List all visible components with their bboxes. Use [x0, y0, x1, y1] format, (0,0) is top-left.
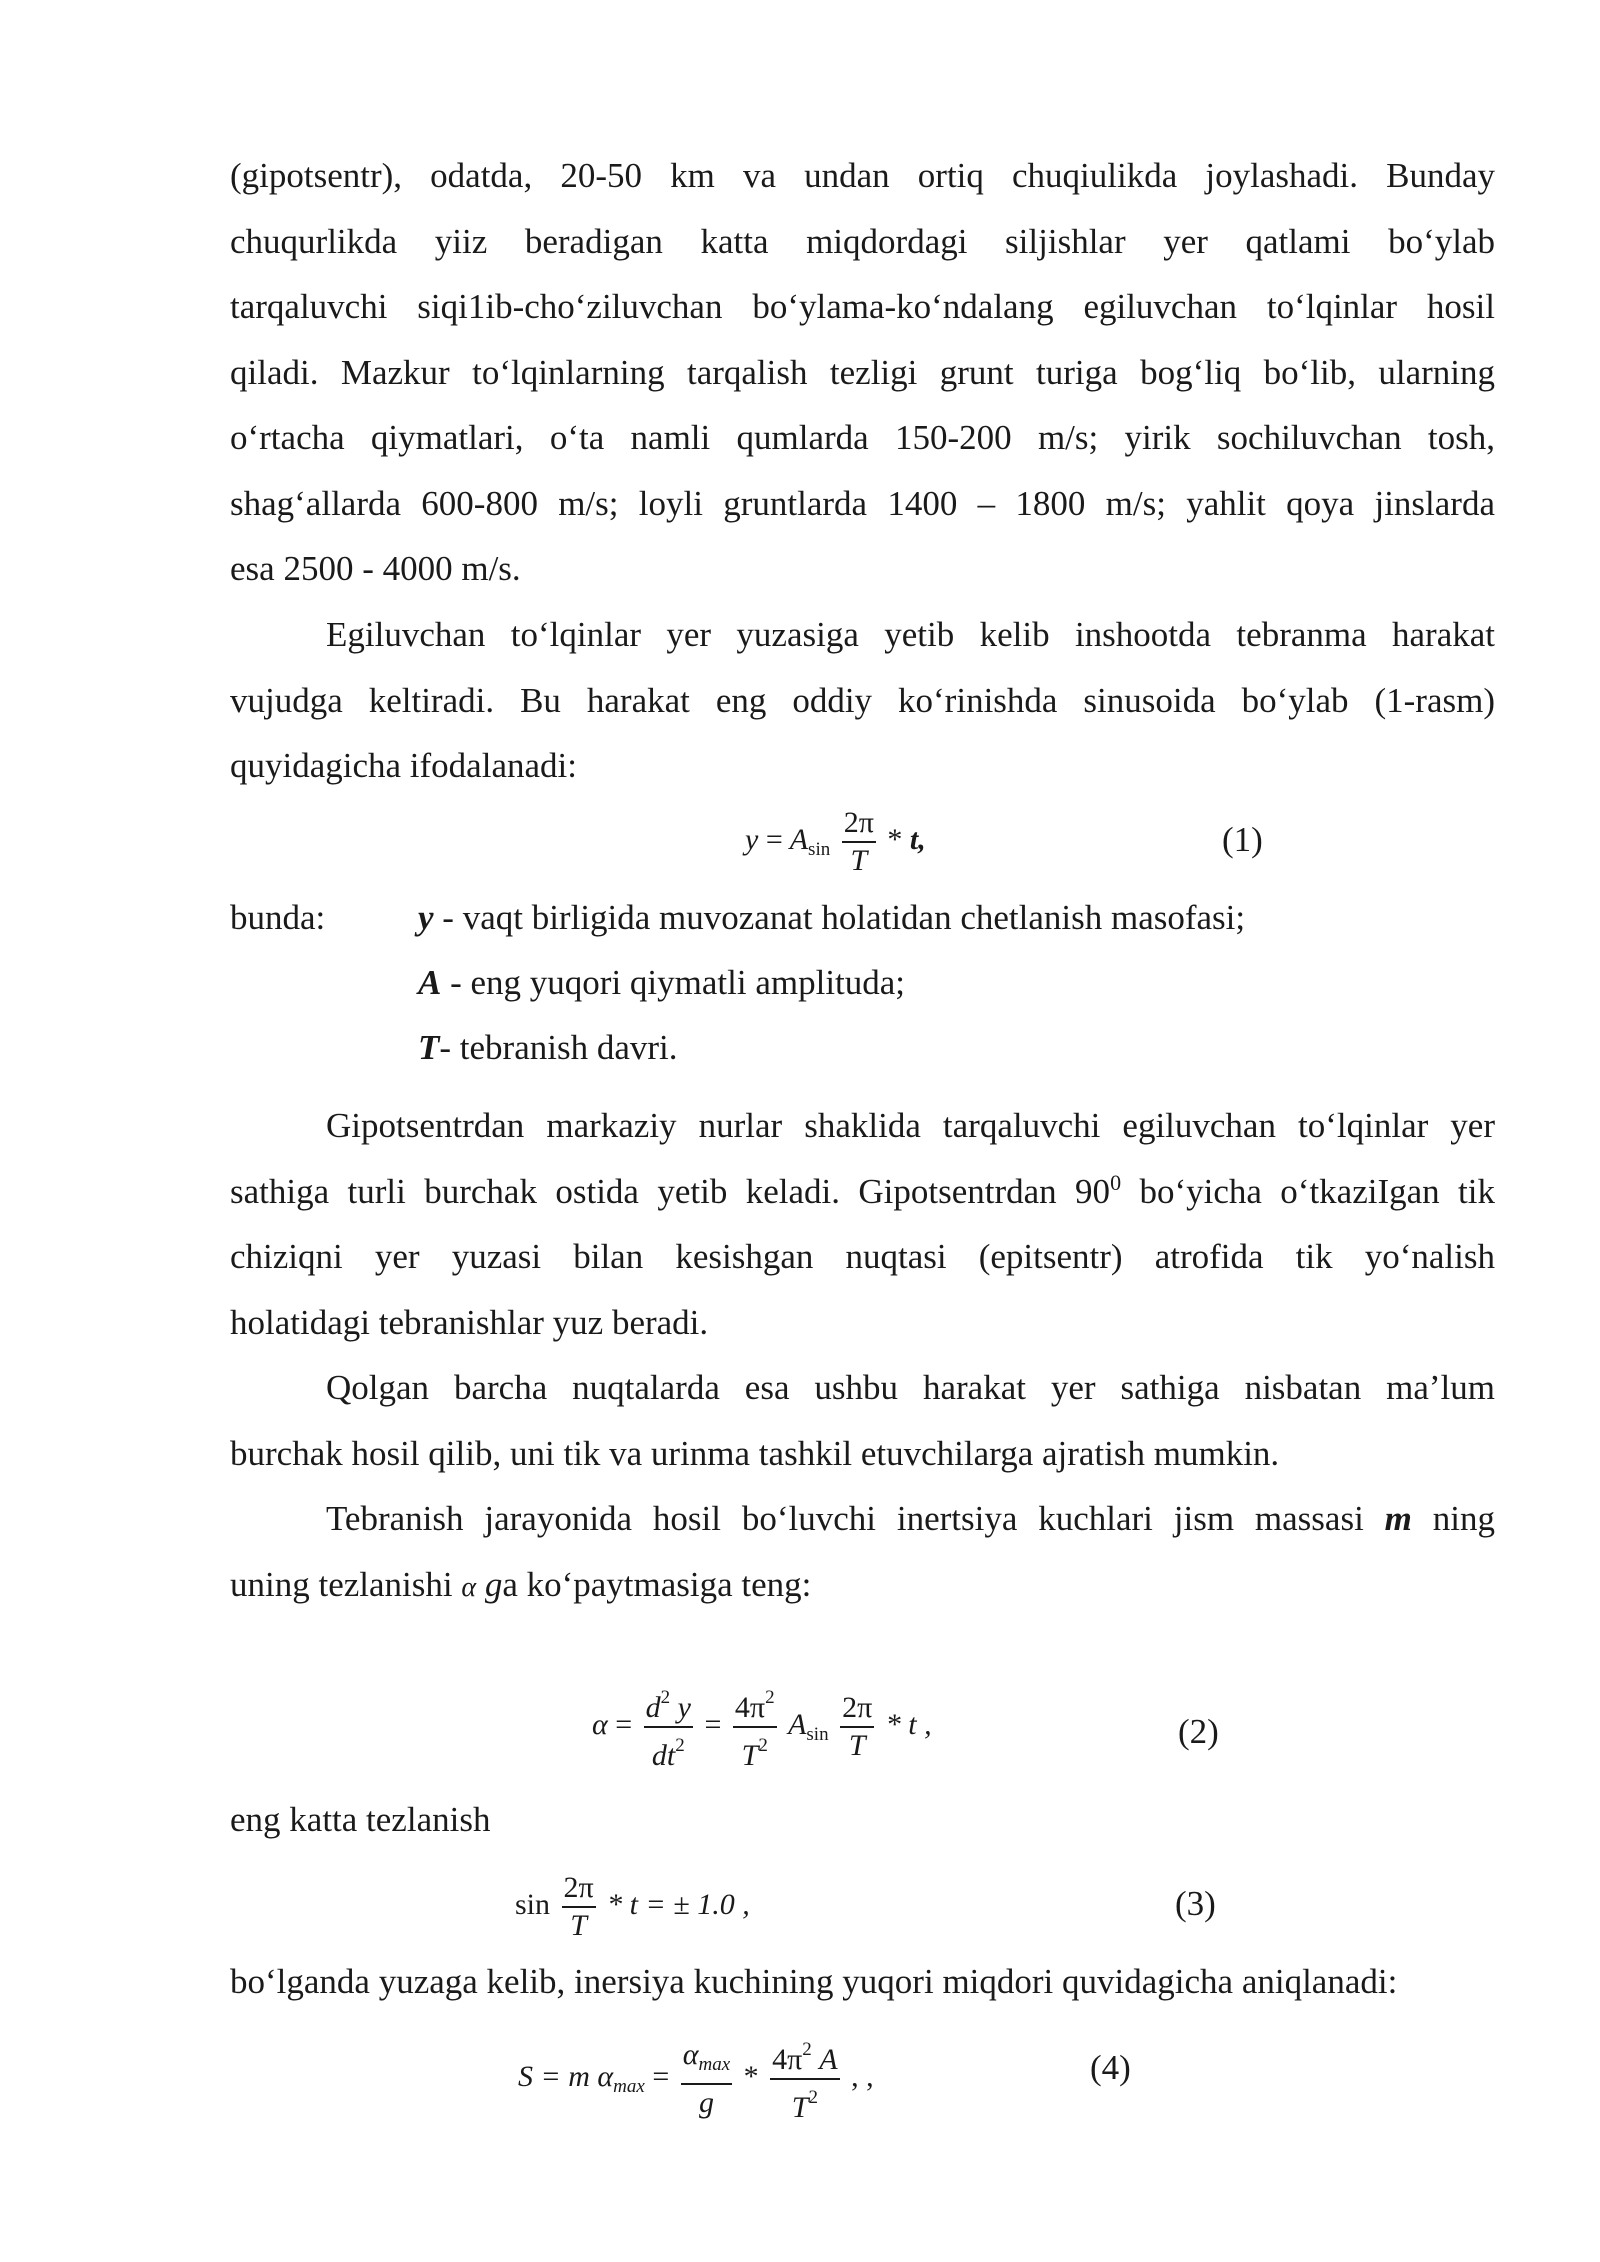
- eq3-sin: sin: [515, 1887, 551, 1921]
- eq2-d: d: [645, 1691, 661, 1724]
- eq2-f2-denominator: [733, 1726, 777, 1774]
- text-line: qiladi. Mazkur to‘lqinlarning tarqalish tezligi grunt turiga bog‘liq bo‘lib, ularning: [230, 352, 1495, 392]
- alpha-symbol: α: [461, 1571, 477, 1603]
- eq2-fraction-3: [840, 1690, 874, 1764]
- eq2-equals: =: [615, 1707, 633, 1741]
- text-line: burchak hosil qilib, uni tik va urinma tashkil etuvchilarga ajratish mumkin.: [230, 1433, 1280, 1473]
- equation-3: [515, 1870, 750, 1944]
- eq4-max-subscript: max: [698, 2054, 731, 2075]
- eq2-f3-denominator: T: [840, 1726, 874, 1764]
- text-line: tarqaluvchi siqi1ib-cho‘ziluvchan bo‘ylama-ko‘ndalang egiluvchan to‘lqinlar hosil: [230, 287, 1495, 326]
- eq4-equals: =: [652, 2059, 670, 2093]
- paragraph-4: [230, 1355, 1495, 1486]
- equation-number-3: (3): [1175, 1884, 1216, 1923]
- text-span: sathiga turli burchak ostida yetib keladi. Gipotsentrdan 90: [230, 1171, 1111, 1211]
- eq2-tail: * t ,: [885, 1707, 932, 1741]
- eq2-sup: 2: [675, 1735, 685, 1756]
- eq1-operator: *: [887, 822, 903, 856]
- text-line: [230, 1159, 1495, 1225]
- eq1-fraction: [842, 805, 876, 879]
- eq4-tail: , ,: [851, 2059, 874, 2093]
- eq4-T: T: [791, 2091, 809, 2124]
- eq4-alpha: α: [682, 2038, 699, 2071]
- eq1-amplitude: A: [789, 822, 809, 856]
- text-line: holatidagi tebranishlar yuz beradi.: [230, 1302, 709, 1342]
- paragraph-5: [230, 1486, 1495, 1617]
- text-line: chiziqni yer yuzasi bilan kesishgan nuqtasi (epitsentr) atrofida tik yo‘nalish: [230, 1237, 1495, 1276]
- eq3-tail: * t = ± 1.0 ,: [607, 1887, 750, 1921]
- eq2-equals: =: [704, 1707, 722, 1741]
- text-span: bo‘yicha o‘tkaziIgan tik: [1121, 1171, 1495, 1211]
- bunda-label: bunda:: [230, 898, 326, 937]
- eq2-amplitude: A: [788, 1707, 807, 1741]
- eq2-sup: 2: [660, 1687, 671, 1708]
- definition-a: [418, 963, 905, 1003]
- eq4-fraction-1: [681, 2037, 732, 2121]
- degree-superscript: 0: [1110, 1169, 1122, 1195]
- text-line: (gipotsentr), odatda, 20-50 km va undan ortiq chuqiulikda joylashadi. Bunday: [230, 156, 1495, 195]
- text-line: quyidagicha ifodalanadi:: [230, 746, 577, 785]
- eq2-alpha: α: [592, 1707, 608, 1741]
- definition-symbol: y: [418, 898, 434, 937]
- eq4-max-subscript: max: [613, 2075, 645, 2097]
- text-span: uning tezlanishi: [230, 1564, 462, 1604]
- eq2-f1-denominator: [644, 1726, 693, 1774]
- text-span: Tebranish jarayonida hosil bo‘luvchi inertsiya kuchlari jism massasi: [326, 1499, 1385, 1538]
- definition-symbol: T: [418, 1028, 440, 1067]
- eq2-4pi: 4π: [734, 1691, 766, 1724]
- eq4-fraction-2: [770, 2032, 839, 2126]
- eq4-f1-numerator: [681, 2037, 732, 2083]
- definition-symbol: A: [418, 963, 442, 1002]
- text-line: vujudga keltiradi. Bu harakat eng oddiy ko‘rinishda sinusoida bo‘ylab (1-rasm): [230, 680, 1495, 720]
- eq1-time: t,: [909, 822, 926, 856]
- definition-text: - vaqt birligida muvozanat holatidan chetlanish masofasi;: [433, 898, 1246, 937]
- definition-y: [418, 898, 1245, 938]
- eq3-denominator: T: [562, 1906, 596, 1944]
- text-line: Egiluvchan to‘lqinlar yer yuzasiga yetib kelib inshootda tebranma harakat: [326, 615, 1495, 654]
- paragraph-2: [230, 602, 1495, 799]
- eq4-lhs: S = m α: [518, 2059, 614, 2093]
- text-line: [230, 1552, 1495, 1618]
- eq4-f2-denominator: [770, 2078, 839, 2126]
- eq3-fraction: [562, 1870, 596, 1944]
- eq2-sin-subscript: sin: [806, 1723, 829, 1745]
- eq2-f1-numerator: [644, 1680, 693, 1726]
- eq4-4pi: 4π: [772, 2043, 803, 2076]
- text-span: a ko‘paytmasiga teng:: [502, 1564, 812, 1604]
- eng-katta-line: eng katta tezlanish: [230, 1800, 491, 1839]
- eq2-dt: dt: [651, 1739, 676, 1772]
- eq1-denominator: T: [842, 841, 876, 879]
- text-line: o‘rtacha qiymatlari, o‘ta namli qumlarda 150-200 m/s; yirik sochiluvchan tosh,: [230, 418, 1495, 457]
- paragraph-1: [230, 143, 1495, 602]
- eq4-operator: *: [743, 2059, 759, 2093]
- paragraph-6: bo‘lganda yuzaga kelib, inersiya kuchining yuqori miqdori quvidagicha aniqlanadi:: [230, 1962, 1398, 2001]
- definition-text: - eng yuqori qiymatli amplituda;: [441, 963, 906, 1002]
- eq1-sin-subscript: sin: [808, 838, 831, 860]
- paragraph-3: [230, 1093, 1495, 1355]
- equation-1: [745, 805, 926, 879]
- text-line: Qolgan barcha nuqtalarda esa ushbu harakat yer sathiga nisbatan ma’lum: [326, 1368, 1495, 1407]
- g-symbol: g: [476, 1564, 503, 1604]
- eq1-numerator: 2π: [843, 806, 874, 839]
- text-line: chuqurlikda yiiz beradigan katta miqdordagi siljishlar yer qatlami bo‘ylab: [230, 221, 1495, 261]
- equation-2: [592, 1680, 932, 1774]
- text-line: [230, 1486, 1495, 1552]
- eq4-f1-denominator: g: [681, 2083, 732, 2121]
- eq2-y: y: [670, 1691, 691, 1724]
- text-span: ning: [1411, 1499, 1495, 1538]
- equation-number-2: (2): [1178, 1712, 1219, 1751]
- eq2-fraction-2: [733, 1680, 777, 1774]
- eq2-f3-numerator: 2π: [842, 1691, 873, 1724]
- eq2-T: T: [741, 1739, 759, 1772]
- eq4-sup: 2: [808, 2087, 818, 2108]
- eq4-sup: 2: [802, 2039, 812, 2060]
- text-line: Gipotsentrdan markaziy nurlar shaklida tarqaluvchi egiluvchan to‘lqinlar yer: [326, 1106, 1495, 1145]
- equation-4: [518, 2032, 874, 2126]
- eq4-A: A: [811, 2043, 838, 2076]
- eq2-sup: 2: [765, 1687, 775, 1708]
- eq1-lhs: y: [745, 822, 759, 856]
- eq4-f2-numerator: [770, 2032, 839, 2078]
- equation-number-4: (4): [1090, 2048, 1131, 2087]
- equation-number-1: (1): [1222, 820, 1263, 859]
- eq1-equals: =: [765, 822, 783, 856]
- text-line: esa 2500 - 4000 m/s.: [230, 549, 521, 588]
- eq2-f2-numerator: [733, 1680, 777, 1726]
- definition-t: [418, 1028, 678, 1068]
- mass-symbol: m: [1384, 1499, 1412, 1538]
- text-line: shag‘allarda 600-800 m/s; loyli gruntlarda 1400 – 1800 m/s; yahlit qoya jinslarda: [230, 483, 1495, 523]
- eq2-sup: 2: [758, 1735, 768, 1756]
- definition-text: - tebranish davri.: [439, 1028, 678, 1067]
- eq3-numerator: 2π: [563, 1871, 594, 1904]
- eq2-fraction-1: [644, 1680, 693, 1774]
